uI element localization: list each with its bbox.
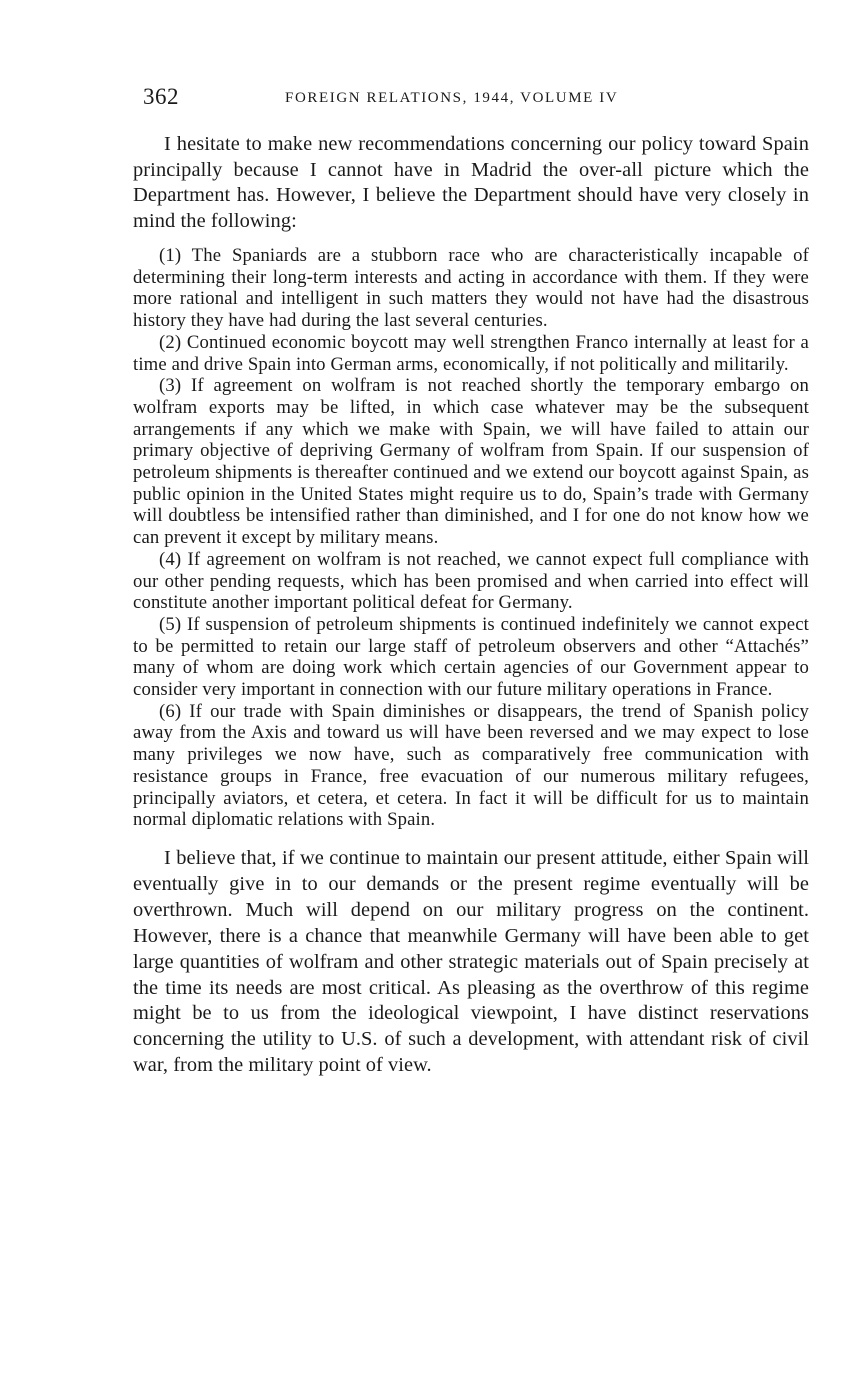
running-head [133, 84, 809, 118]
list-item-6: (6) If our trade with Spain diminishes or disappears, the trend of Spanish policy away from the Axis and toward us will have been reversed and we may expect to lose many privileges we now have, such as comparatively free communication with resistance groups in France, free evacuation of our numerous military refugees, principally aviators, et cetera, et cetera. In fact it will be difficult for us to maintain normal diplomatic relations with Spain. [133, 700, 809, 831]
list-item-3: (3) If agreement on wolfram is not reached shortly the temporary embargo on wolfram exports may be lifted, in which case whatever may be the subsequent arrangements if any which we make with Spain, we will have failed to attain our primary objective of depriving Germany of wolfram from Spain. If our suspension of petroleum shipments is thereafter continued and we extend our boycott against Spain, as public opinion in the United States might require us to do, Spain’s trade with Germany will doubtless be intensified rather than diminished, and I for one do not know how we can prevent it except by military means. [133, 375, 809, 549]
list-item-4: (4) If agreement on wolfram is not reached, we cannot expect full compliance with our other pending requests, which has been promised and when carried into effect will constitute another important political defeat for Germany. [133, 548, 809, 614]
list-item-1: (1) The Spaniards are a stubborn race who are characteristically incapable of determining their long-term interests and acting in accordance with them. If they were more rational and intelligent in such matters they would not have had the disastrous history they have had during the last several centuries. [133, 245, 809, 332]
list-item-5: (5) If suspension of petroleum shipments is continued indefinitely we cannot expect to be permitted to retain our large staff of petroleum observers and other “Attachés” many of whom are doing work which certain agencies of our Government appear to consider very important in connection with our future military operations in France. [133, 613, 809, 701]
page-number: 362 [143, 84, 179, 109]
intro-paragraph: I hesitate to make new recommendations concerning our policy toward Spain principally because I cannot have in Madrid the over-all picture which the Department has. However, I believe the Department should have very closely in mind the following: [133, 133, 809, 232]
list-item-2: (2) Continued economic boycott may well strengthen Franco internally at least for a time and drive Spain into German arms, economically, if not politically and militarily. [133, 331, 809, 375]
numbered-list [133, 245, 809, 831]
document-page [133, 84, 809, 1079]
closing-paragraph: I believe that, if we continue to maintain our present attitude, either Spain will eventually give in to our demands or the present regime eventually will be overthrown. Much will depend on our military progress on the continent. However, there is a chance that meanwhile Germany will have been able to get large quantities of wolfram and other strategic materials out of Spain precisely at the time its needs are most critical. As pleasing as the overthrow of this regime might be to us from the ideological viewpoint, I have distinct reservations concerning the utility to U.S. of such a development, with attendant risk of civil war, from the military point of view. [133, 846, 809, 1077]
running-title: FOREIGN RELATIONS, 1944, VOLUME IV [285, 90, 619, 106]
